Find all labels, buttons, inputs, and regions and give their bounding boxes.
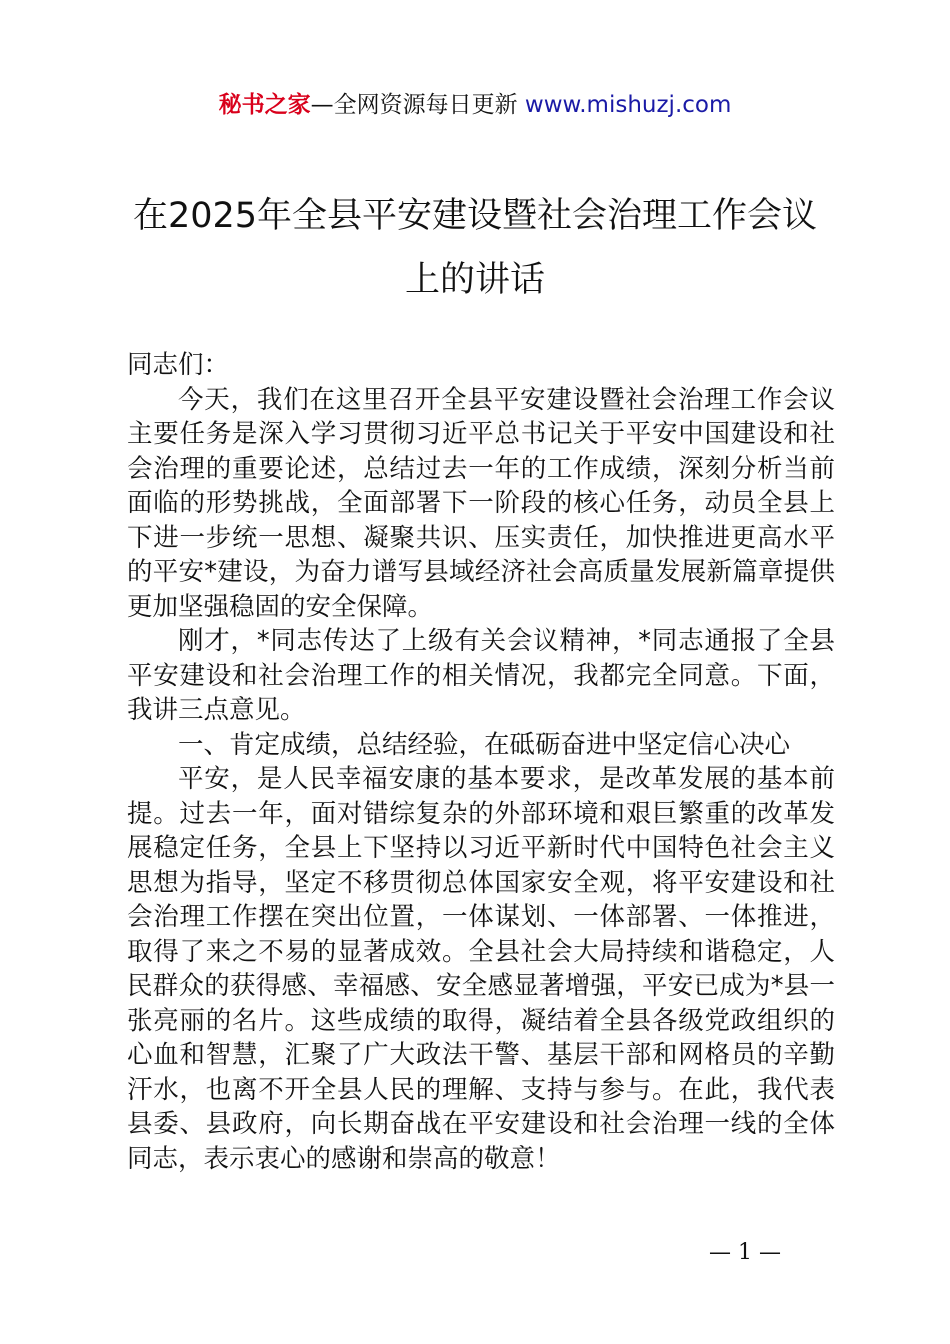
title-line-2: 上的讲话 [404,260,545,300]
site-header [0,88,950,122]
site-url-link[interactable]: www.mishuzj.com [524,92,732,118]
brand-name: 秘书之家 [218,92,311,118]
paragraph-achievements: 平安，是人民幸福安康的基本要求，是改革发展的基本前提。过去一年，面对错综复杂的外部环境和艰巨繁重的改革发展稳定任务，全县上下坚持以习近平新时代中国特色社会主义思想为指导，坚定不移贯彻总体国家安全观，将平安建设和社会治理工作摆在突出位置，一体谋划、一体部署、一体推进，取得了来之不易的显著成效。全县社会大局持续和谐稳定，人民群众的获得感、幸福感、安全感显著增强，平安已成为*县一张亮丽的名片。这些成绩的取得，凝结着全县各级党政组织的心血和智慧，汇聚了广大政法干警、基层干部和网格员的辛勤汗水，也离不开全县人民的理解、支持与参与。在此，我代表县委、县政府，向长期奋战在平安建设和社会治理一线的全体同志，表示衷心的感谢和崇高的敬意！ [127,764,835,1174]
paragraph-transition: 刚才，*同志传达了上级有关会议精神，*同志通报了全县平安建设和社会治理工作的相关情况，我都完全同意。下面，我讲三点意见。 [127,626,835,725]
salutation: 同志们： [127,350,230,380]
section-heading-1: 一、肯定成绩，总结经验，在砥砺奋进中坚定信心决心 [178,729,791,760]
paragraph-intro: 今天，我们在这里召开全县平安建设暨社会治理工作会议主要任务是深入学习贯彻习近平总书记关于平安中国建设和社会治理的重要论述，总结过去一年的工作成绩，深刻分析当前面临的形势挑战，全面部署下一阶段的核心任务，动员全县上下进一步统一思想、凝聚共识、压实责任，加快推进更高水平的平安*建设，为奋力谱写县域经济社会高质量发展新篇章提供更加坚强稳固的安全保障。 [127,384,835,622]
document-body [127,348,835,1176]
document-title [100,184,850,312]
header-tagline: —全网资源每日更新 [310,92,525,118]
title-line-1: 在2025年全县平安建设暨社会治理工作会议 [132,196,818,236]
page-number: — 1 — [709,1240,781,1265]
